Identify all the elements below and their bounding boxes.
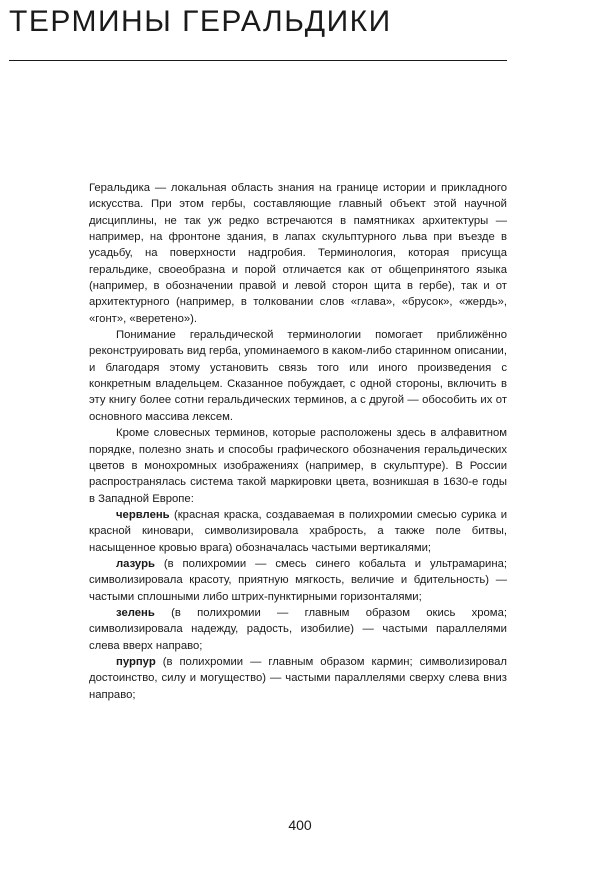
term-description: (в полихромии — смесь синего кобальта и ультрамарина; символизировала красоту, приятную мягкость, величие и бдительность) — частыми сплошными либо штрих-пунктирными горизонталями; — [89, 557, 507, 603]
paragraph-color-marking: Кроме словесных терминов, которые расположены здесь в алфавитном порядке, полезно знать и способы графического обозначения геральдических цветов в монохромных изображениях (например, в скульптуре). В России распространялась система такой маркировки цвета, возникшая в 1630-е годы в Западной Европе: — [89, 427, 507, 505]
paragraph-terminology: Понимание геральдической терминологии помогает приближённо реконструировать вид герба, упоминаемого в каком-либо старинном описании, и благодаря этому установить связь того или иного произведения с конкретным владельцем. Сказанное побуждает, с одной стороны, включить в эту книгу более сотни геральдических терминов, а с другой — обособить их от основного массива лексем. — [89, 329, 507, 423]
title-divider — [9, 60, 507, 61]
term-description: (в полихромии — главным образом окись хрома; символизировала надежду, радость, изобилие) — частыми параллелями слева вверх направо; — [89, 606, 507, 652]
term-item-purpur — [89, 654, 507, 703]
page-title: ТЕРМИНЫ ГЕРАЛЬДИКИ — [9, 5, 392, 38]
main-text — [89, 180, 507, 703]
term-item-zelen — [89, 605, 507, 654]
term-name: лазурь — [116, 557, 155, 570]
term-description: (красная краска, создаваемая в полихромии смесью сурика и красной киновари, символизировала храбрость, а также поле битвы, насыщенное кровью врага) обозначалась частыми вертикалями; — [89, 508, 507, 554]
term-item-lazur — [89, 556, 507, 605]
term-name: червлень — [116, 508, 170, 521]
term-name: пурпур — [116, 655, 156, 668]
term-description: (в полихромии — главным образом кармин; символизировал достоинство, силу и могущество) — частыми параллелями сверху слева вниз направо; — [89, 655, 507, 701]
term-item-chervlen — [89, 507, 507, 556]
term-name: зелень — [116, 606, 155, 619]
paragraph-intro: Геральдика — локальная область знания на границе истории и прикладного искусства. При этом гербы, составляющие главный объект этой научной дисциплины, не так уж редко встречаются в памятниках архитектуры — например, на фронтоне здания, в лапах скульптурного льва при въезде в усадьбу, на поверхности надгробия. Терминология, которая присуща геральдике, своеобразна и порой отличается как от общепринятого языка (например, в обозначении правой и левой сторон щита в гербе), так и от архитектурного (например, в толковании слов «глава», «брусок», «жердь», «гонт», «веретено»). — [89, 182, 507, 325]
page-number: 400 — [288, 817, 312, 833]
